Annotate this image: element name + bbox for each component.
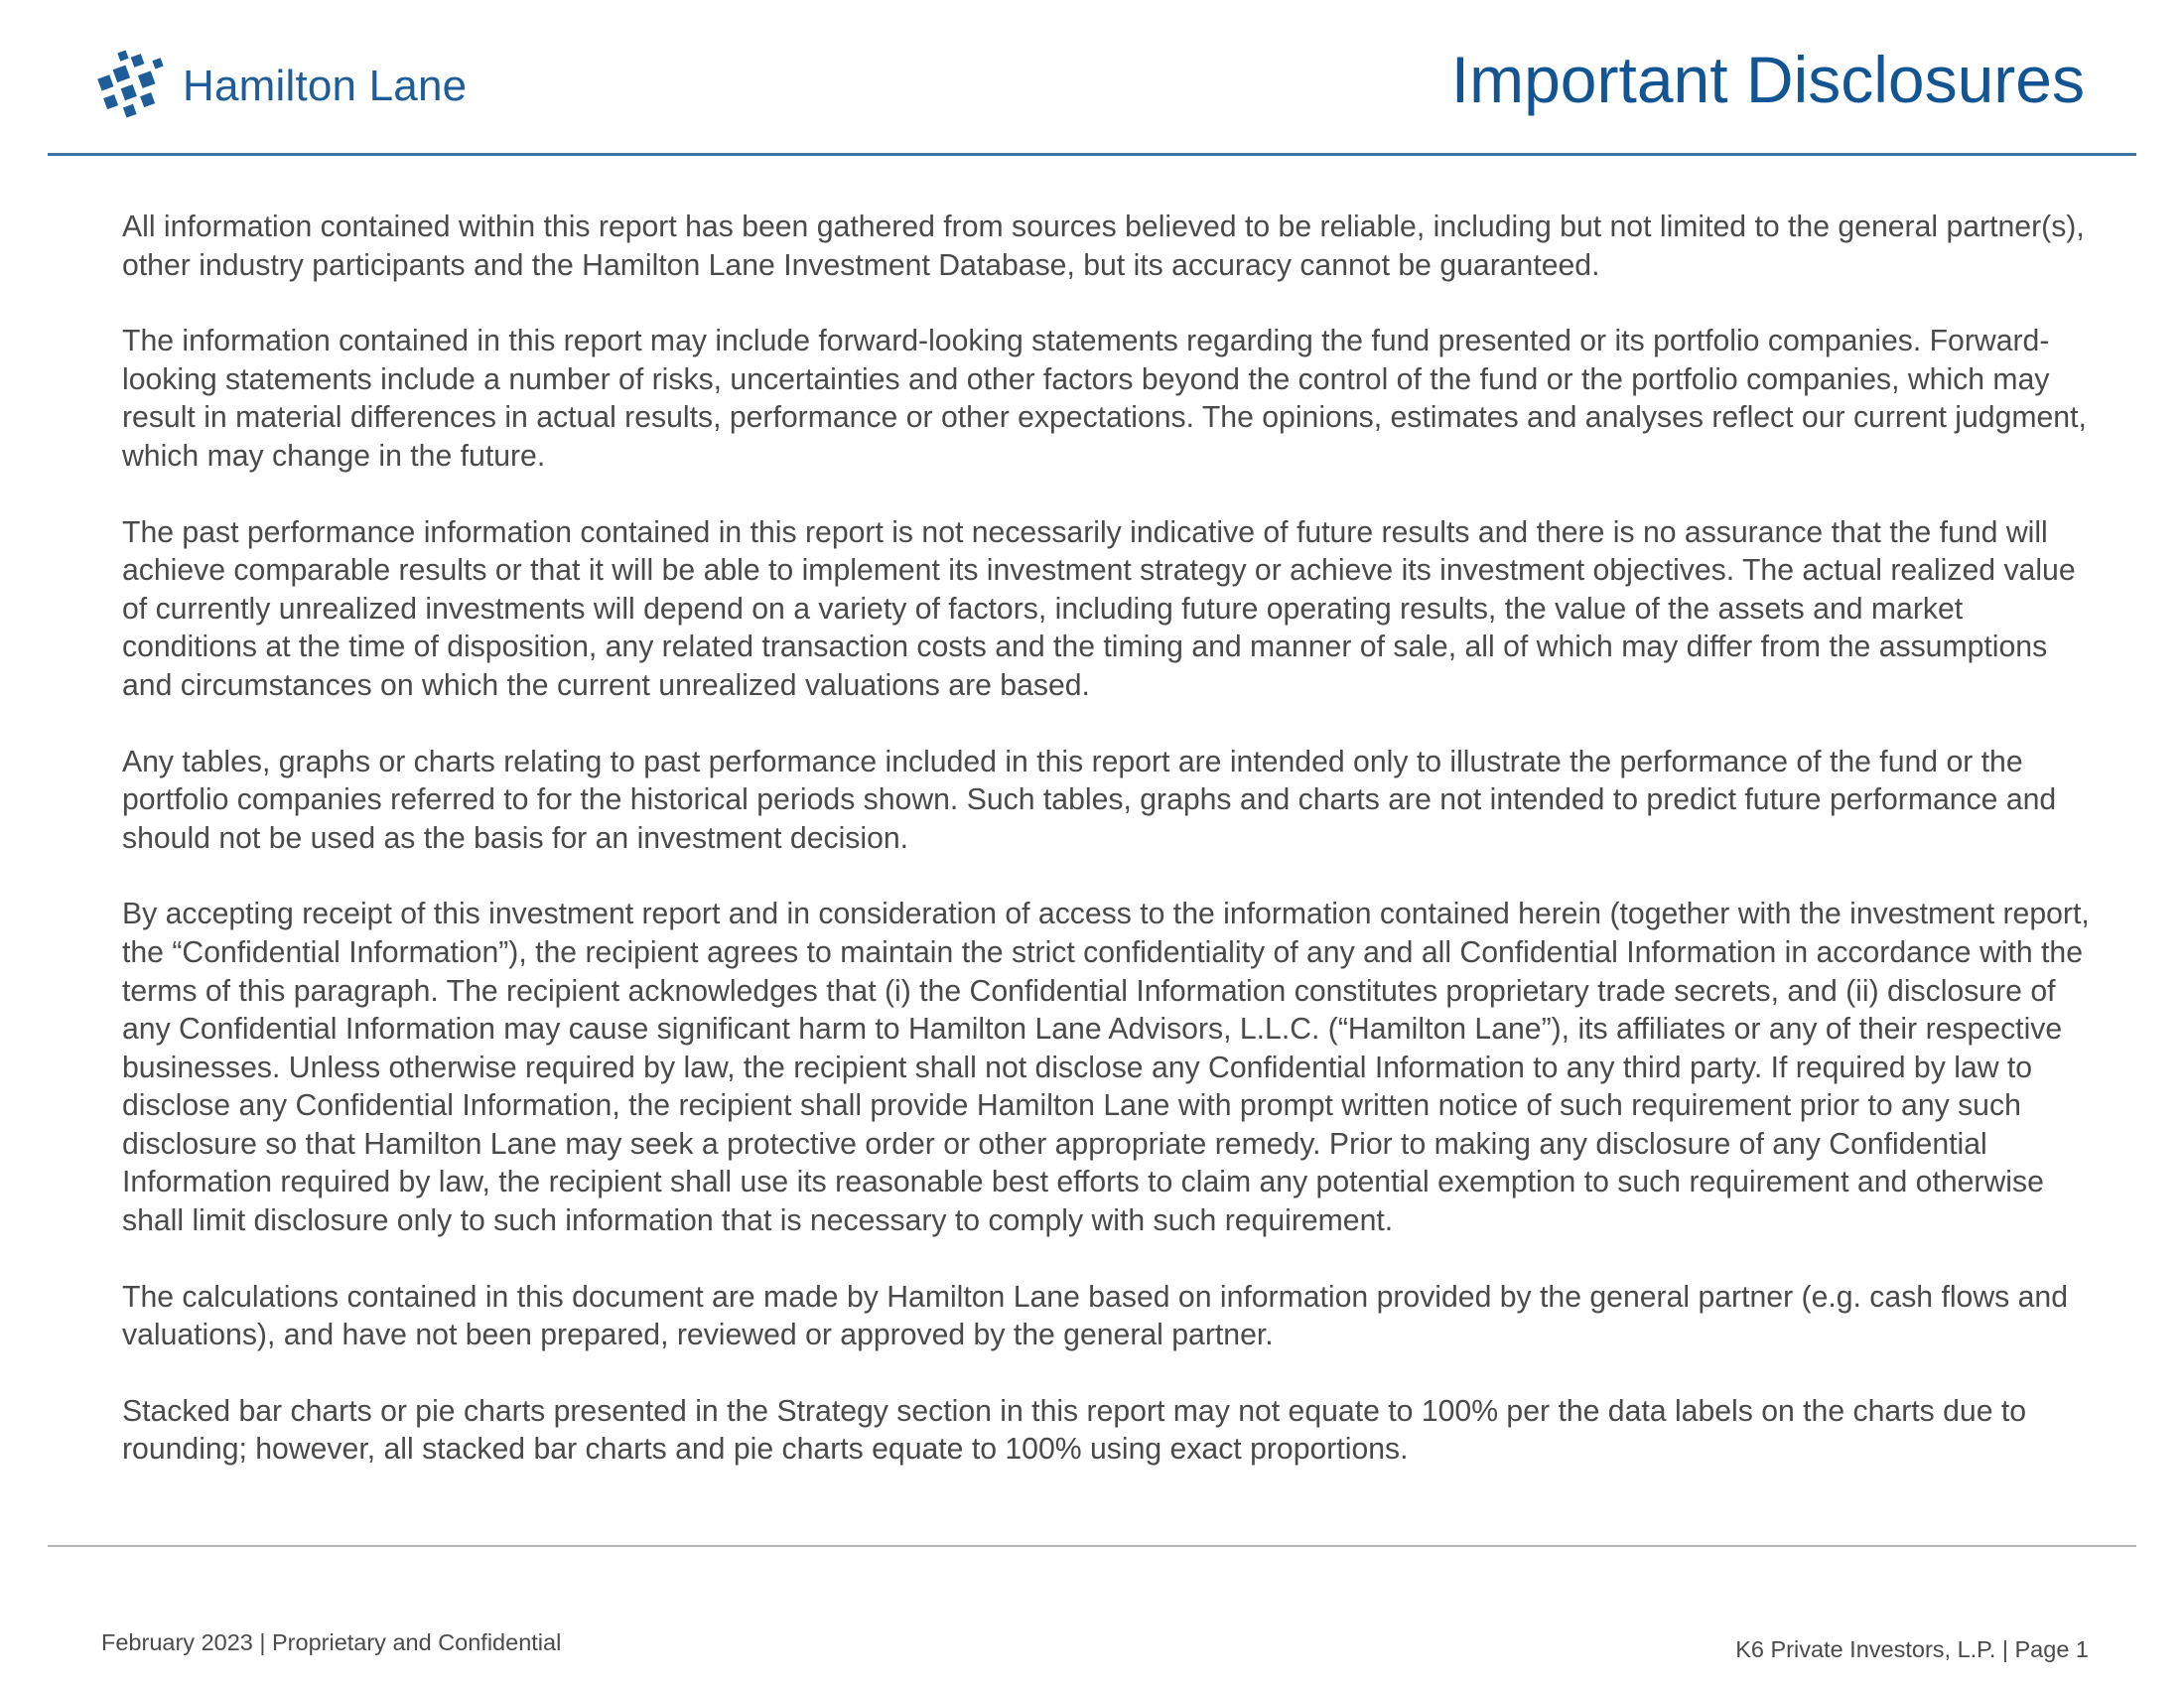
disclosure-paragraph: The calculations contained in this document are made by Hamilton Lane based on information provided by the general partner (e.g. cash flows and valuations), and have not been prepared, reviewed or approved by the general partner. [122,1280,2068,1352]
footer-fund-page: K6 Private Investors, L.P. | Page 1 [1735,1636,2089,1662]
page-title: Important Disclosures [1450,43,2085,116]
logo-text: Hamilton Lane [183,62,468,110]
disclosures-body [122,209,2098,1507]
footer-date-confidentiality: February 2023 | Proprietary and Confidential [101,1629,562,1655]
disclosure-paragraph: The past performance information contained in this report is not necessarily indicative of future results and there is no assurance that the fund will achieve comparable results or that it will be able to implement its investment strategy or achieve its investment objectives. The actual realized value of currently unrealized investments will depend on a variety of factors, including future operating results, the value of the assets and market conditions at the time of disposition, any related transaction costs and the timing and manner of sale, all of which may differ from the assumptions and circumstances on which the current unrealized valuations are based. [122,515,2076,702]
logo [95,48,467,125]
disclosure-paragraph: All information contained within this report has been gathered from sources believed to be reliable, including but not limited to the general partner(s), other industry participants and the Hamilton Lane Investment Database, but its accuracy cannot be guaranteed. [122,211,2085,282]
disclosure-paragraph: Stacked bar charts or pie charts presented in the Strategy section in this report may not equate to 100% per the data labels on the charts due to rounding; however, all stacked bar charts and pie charts equate to 100% using exact proportions. [122,1394,2027,1467]
disclosure-paragraph: By accepting receipt of this investment report and in consideration of access to the information contained herein (together with the investment report, the “Confidential Information”), the recipient agrees to maintain the strict confidentiality of any and all Confidential Information in accordance with the terms of this paragraph. The recipient acknowledges that (i) the Confidential Information constitutes proprietary trade secrets, and (ii) disclosure of any Confidential Information may cause significant harm to Hamilton Lane Advisors, L.L.C. (“Hamilton Lane”), its affiliates or any of their respective businesses. Unless otherwise required by law, the recipient shall not disclose any Confidential Information to any third party. If required by law to disclose any Confidential Information, the recipient shall provide Hamilton Lane with prompt written notice of such requirement prior to any such disclosure so that Hamilton Lane may seek a protective order or other appropriate remedy. Prior to making any disclosure of any Confidential Information required by law, the recipient shall use its reasonable best efforts to claim any potential exemption to such requirement and otherwise shall limit disclosure only to such information that is necessary to comply with such requirement. [122,898,2090,1238]
hamilton-lane-logo-icon [95,48,173,125]
disclosure-paragraph: The information contained in this report may include forward-looking statements regarding the fund presented or its portfolio companies. Forward-looking statements include a number of risks, uncertainties and other factors beyond the control of the fund or the portfolio companies, which may result in material differences in actual results, performance or other expectations. The opinions, estimates and analyses reflect our current judgment, which may change in the future. [122,325,2087,473]
footer-divider [48,1545,2136,1547]
disclosure-paragraph: Any tables, graphs or charts relating to past performance included in this report are intended only to illustrate the performance of the fund or the portfolio companies referred to for the historical periods shown. Such tables, graphs and charts are not intended to predict future performance and should not be used as the basis for an investment decision. [122,745,2057,855]
header-divider [48,153,2136,156]
